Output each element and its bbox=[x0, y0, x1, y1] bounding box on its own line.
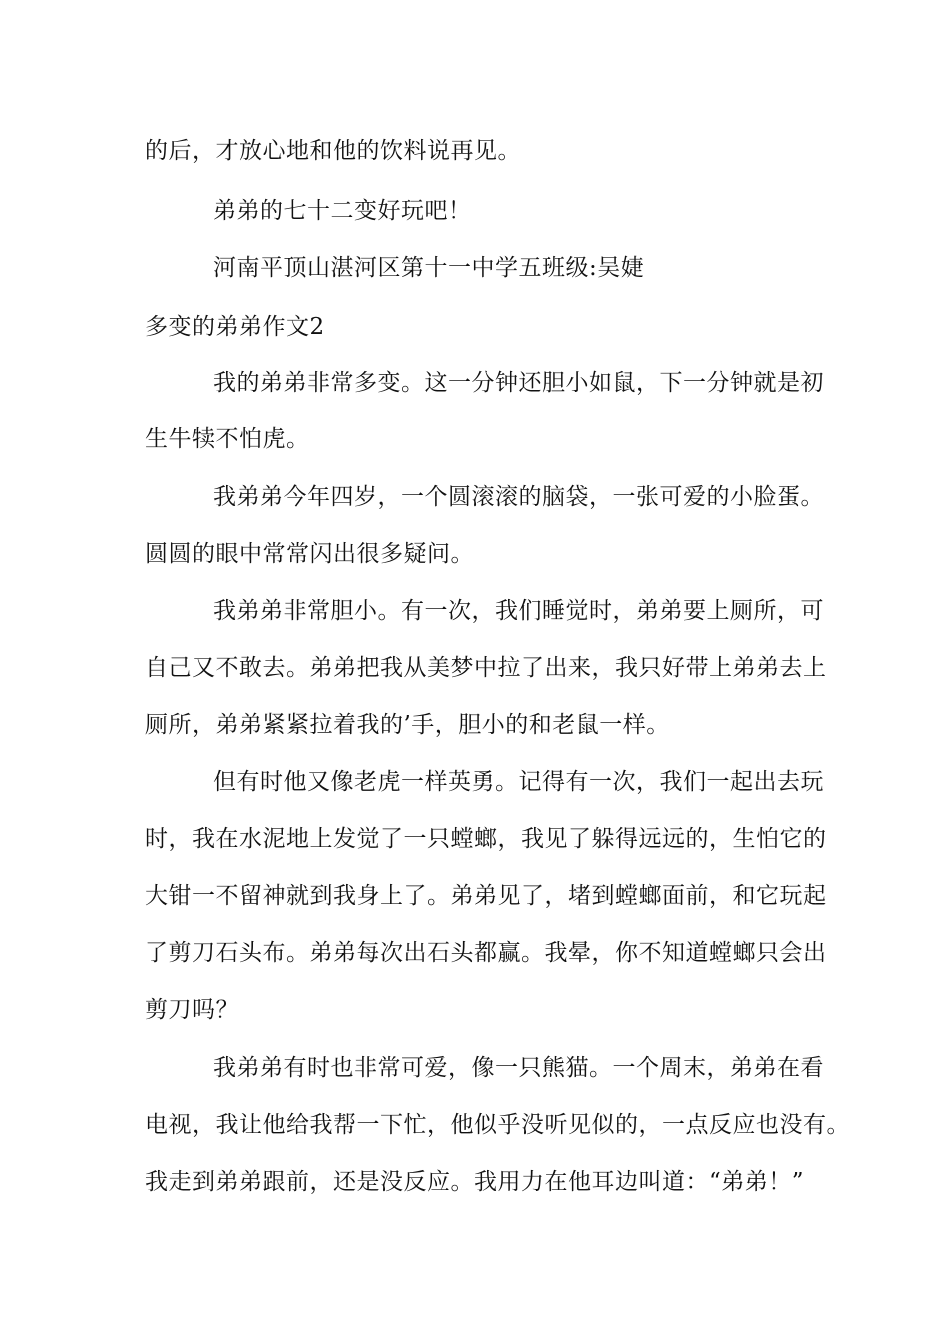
text-line: 我弟弟非常胆小。有一次，我们睡觉时，弟弟要上厕所，可 bbox=[213, 598, 824, 624]
text-line: 自己又不敢去。弟弟把我从美梦中拉了出来，我只好带上弟弟去上 bbox=[145, 655, 827, 681]
text-line: 生牛犊不怕虎。 bbox=[145, 426, 310, 452]
text-line: 剪刀吗？ bbox=[145, 997, 239, 1023]
text-line: 我弟弟今年四岁，一个圆滚滚的脑袋，一张可爱的小脸蛋。 bbox=[213, 484, 824, 510]
text-line: 我的弟弟非常多变。这一分钟还胆小如鼠，下一分钟就是初 bbox=[213, 370, 824, 396]
text-line: 但有时他又像老虎一样英勇。记得有一次，我们一起出去玩 bbox=[213, 769, 824, 795]
section-heading: 多变的弟弟作文2 bbox=[145, 314, 325, 340]
text-line: 了剪刀石头布。弟弟每次出石头都赢。我晕，你不知道螳螂只会出 bbox=[145, 940, 827, 966]
text-line: 圆圆的眼中常常闪出很多疑问。 bbox=[145, 541, 474, 567]
text-line: 时，我在水泥地上发觉了一只螳螂，我见了躲得远远的，生怕它的 bbox=[145, 826, 827, 852]
text-line: 我走到弟弟跟前，还是没反应。我用力在他耳边叫道：“弟弟！” bbox=[145, 1169, 805, 1195]
text-line: 我弟弟有时也非常可爱，像一只熊猫。一个周末，弟弟在看 bbox=[213, 1055, 824, 1081]
text-line: 弟弟的七十二变好玩吧！ bbox=[213, 198, 472, 224]
author-line: 河南平顶山湛河区第十一中学五班级:吴婕 bbox=[213, 255, 645, 281]
text-line: 大钳一不留神就到我身上了。弟弟见了，堵到螳螂面前，和它玩起 bbox=[145, 883, 827, 909]
text-line: 的后，才放心地和他的饮料说再见。 bbox=[145, 138, 521, 164]
text-line: 电视，我让他给我帮一下忙，他似乎没听见似的，一点反应也没有。 bbox=[145, 1112, 850, 1138]
text-line: 厕所，弟弟紧紧拉着我的’手，胆小的和老鼠一样。 bbox=[145, 712, 670, 738]
